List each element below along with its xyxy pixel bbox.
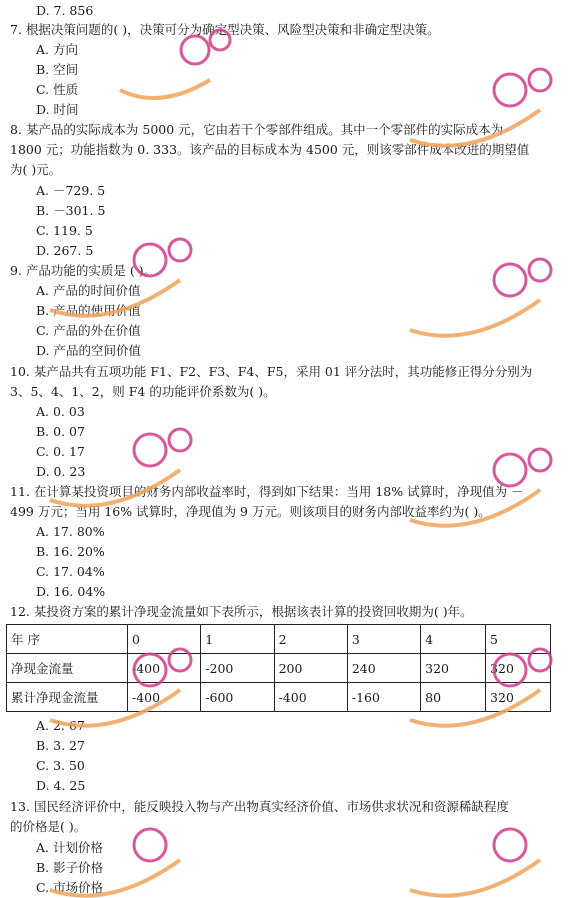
row-header: 年 序 bbox=[7, 625, 128, 654]
watermark-logo bbox=[400, 820, 560, 898]
answer-option: A. 计划价格 bbox=[36, 840, 103, 855]
answer-option: A. 方向 bbox=[36, 42, 78, 57]
answer-option: A. －729. 5 bbox=[36, 183, 106, 198]
watermark-logo bbox=[400, 250, 560, 350]
question-line: 10. 某产品共有五项功能 F1、F2、F3、F4、F5，采用 01 评分法时，其功能修正得分分别为 bbox=[10, 364, 533, 379]
table-cell: 320 bbox=[486, 654, 551, 683]
question-continuation: 的价格是( )。 bbox=[10, 819, 87, 834]
table-cell: 1 bbox=[201, 625, 274, 654]
answer-option: C. 3. 50 bbox=[36, 758, 85, 773]
question-continuation: 3、5、4、1、2，则 F4 的功能评价系数为( )。 bbox=[10, 384, 276, 399]
question-line: 13. 国民经济评价中，能反映投入物与产出物真实经济价值、市场供求状况和资源稀缺程度 bbox=[10, 799, 509, 814]
table-cell: 5 bbox=[486, 625, 551, 654]
table-cell: -200 bbox=[201, 654, 274, 683]
table-cell: 2 bbox=[274, 625, 347, 654]
table-row bbox=[7, 683, 551, 712]
table-row bbox=[7, 625, 551, 654]
table-cell: 240 bbox=[347, 654, 420, 683]
answer-option: B. 3. 27 bbox=[36, 738, 85, 753]
table-cell: -400 bbox=[128, 654, 201, 683]
table-cell: -400 bbox=[274, 683, 347, 712]
answer-option: B. 16. 20% bbox=[36, 544, 105, 559]
answer-option: D. 0. 23 bbox=[36, 464, 86, 479]
answer-option: D. 267. 5 bbox=[36, 243, 94, 258]
answer-option: D. 时间 bbox=[36, 102, 79, 117]
question-line: 11. 在计算某投资项目的财务内部收益率时，得到如下结果：当用 18% 试算时，净现值为 － bbox=[10, 484, 524, 499]
row-header: 净现金流量 bbox=[7, 654, 128, 683]
question-continuation: 为( )元。 bbox=[10, 162, 62, 177]
answer-option: C. 市场价格 bbox=[36, 880, 104, 895]
table-cell: -160 bbox=[347, 683, 420, 712]
answer-option: D. 4. 25 bbox=[36, 778, 86, 793]
answer-option: B. 产品的使用价值 bbox=[36, 303, 141, 318]
table-cell: -400 bbox=[128, 683, 201, 712]
row-header: 累计净现金流量 bbox=[7, 683, 128, 712]
question-continuation: 499 万元；当用 16% 试算时，净现值为 9 万元。则该项目的财务内部收益率约为( )。 bbox=[10, 504, 491, 519]
question-line: 12. 某投资方案的累计净现金流量如下表所示，根据该表计算的投资回收期为( )年。 bbox=[10, 604, 473, 619]
table-cell: 0 bbox=[128, 625, 201, 654]
answer-option: A. 0. 03 bbox=[36, 404, 85, 419]
table-cell: 4 bbox=[421, 625, 486, 654]
cash-flow-table bbox=[6, 624, 551, 712]
table-cell: -600 bbox=[201, 683, 274, 712]
question-line: 8. 某产品的实际成本为 5000 元，它由若干个零部件组成。其中一个零部件的实际成本为 bbox=[10, 122, 504, 137]
answer-option: C. 119. 5 bbox=[36, 223, 93, 238]
answer-option: B. 0. 07 bbox=[36, 424, 85, 439]
table-cell: 80 bbox=[421, 683, 486, 712]
answer-option: C. 产品的外在价值 bbox=[36, 323, 141, 338]
answer-option: C. 0. 17 bbox=[36, 444, 85, 459]
question-line: 7. 根据决策问题的( )，决策可分为确定型决策、风险型决策和非确定型决策。 bbox=[10, 22, 440, 37]
question-line: 9. 产品功能的实质是 ( )。 bbox=[10, 263, 157, 278]
answer-option: A. 2. 67 bbox=[36, 718, 85, 733]
question-continuation: 1800 元；功能指数为 0. 333。该产品的目标成本为 4500 元，则该零部件成本改进的期望值 bbox=[10, 142, 530, 157]
answer-option: B. －301. 5 bbox=[36, 203, 106, 218]
table-cell: 3 bbox=[347, 625, 420, 654]
answer-option: C. 性质 bbox=[36, 82, 79, 97]
table-cell: 200 bbox=[274, 654, 347, 683]
answer-option: A. 17. 80% bbox=[36, 524, 105, 539]
table-cell: 320 bbox=[421, 654, 486, 683]
answer-option: C. 17. 04% bbox=[36, 564, 105, 579]
table-cell: 320 bbox=[486, 683, 551, 712]
answer-option: B. 影子价格 bbox=[36, 860, 104, 875]
table-row bbox=[7, 654, 551, 683]
answer-option: A. 产品的时间价值 bbox=[36, 283, 141, 298]
answer-option: D. 16. 04% bbox=[36, 584, 106, 599]
answer-option: B. 空间 bbox=[36, 62, 79, 77]
answer-option: D. 7. 856 bbox=[36, 3, 94, 18]
answer-option: D. 产品的空间价值 bbox=[36, 343, 142, 358]
